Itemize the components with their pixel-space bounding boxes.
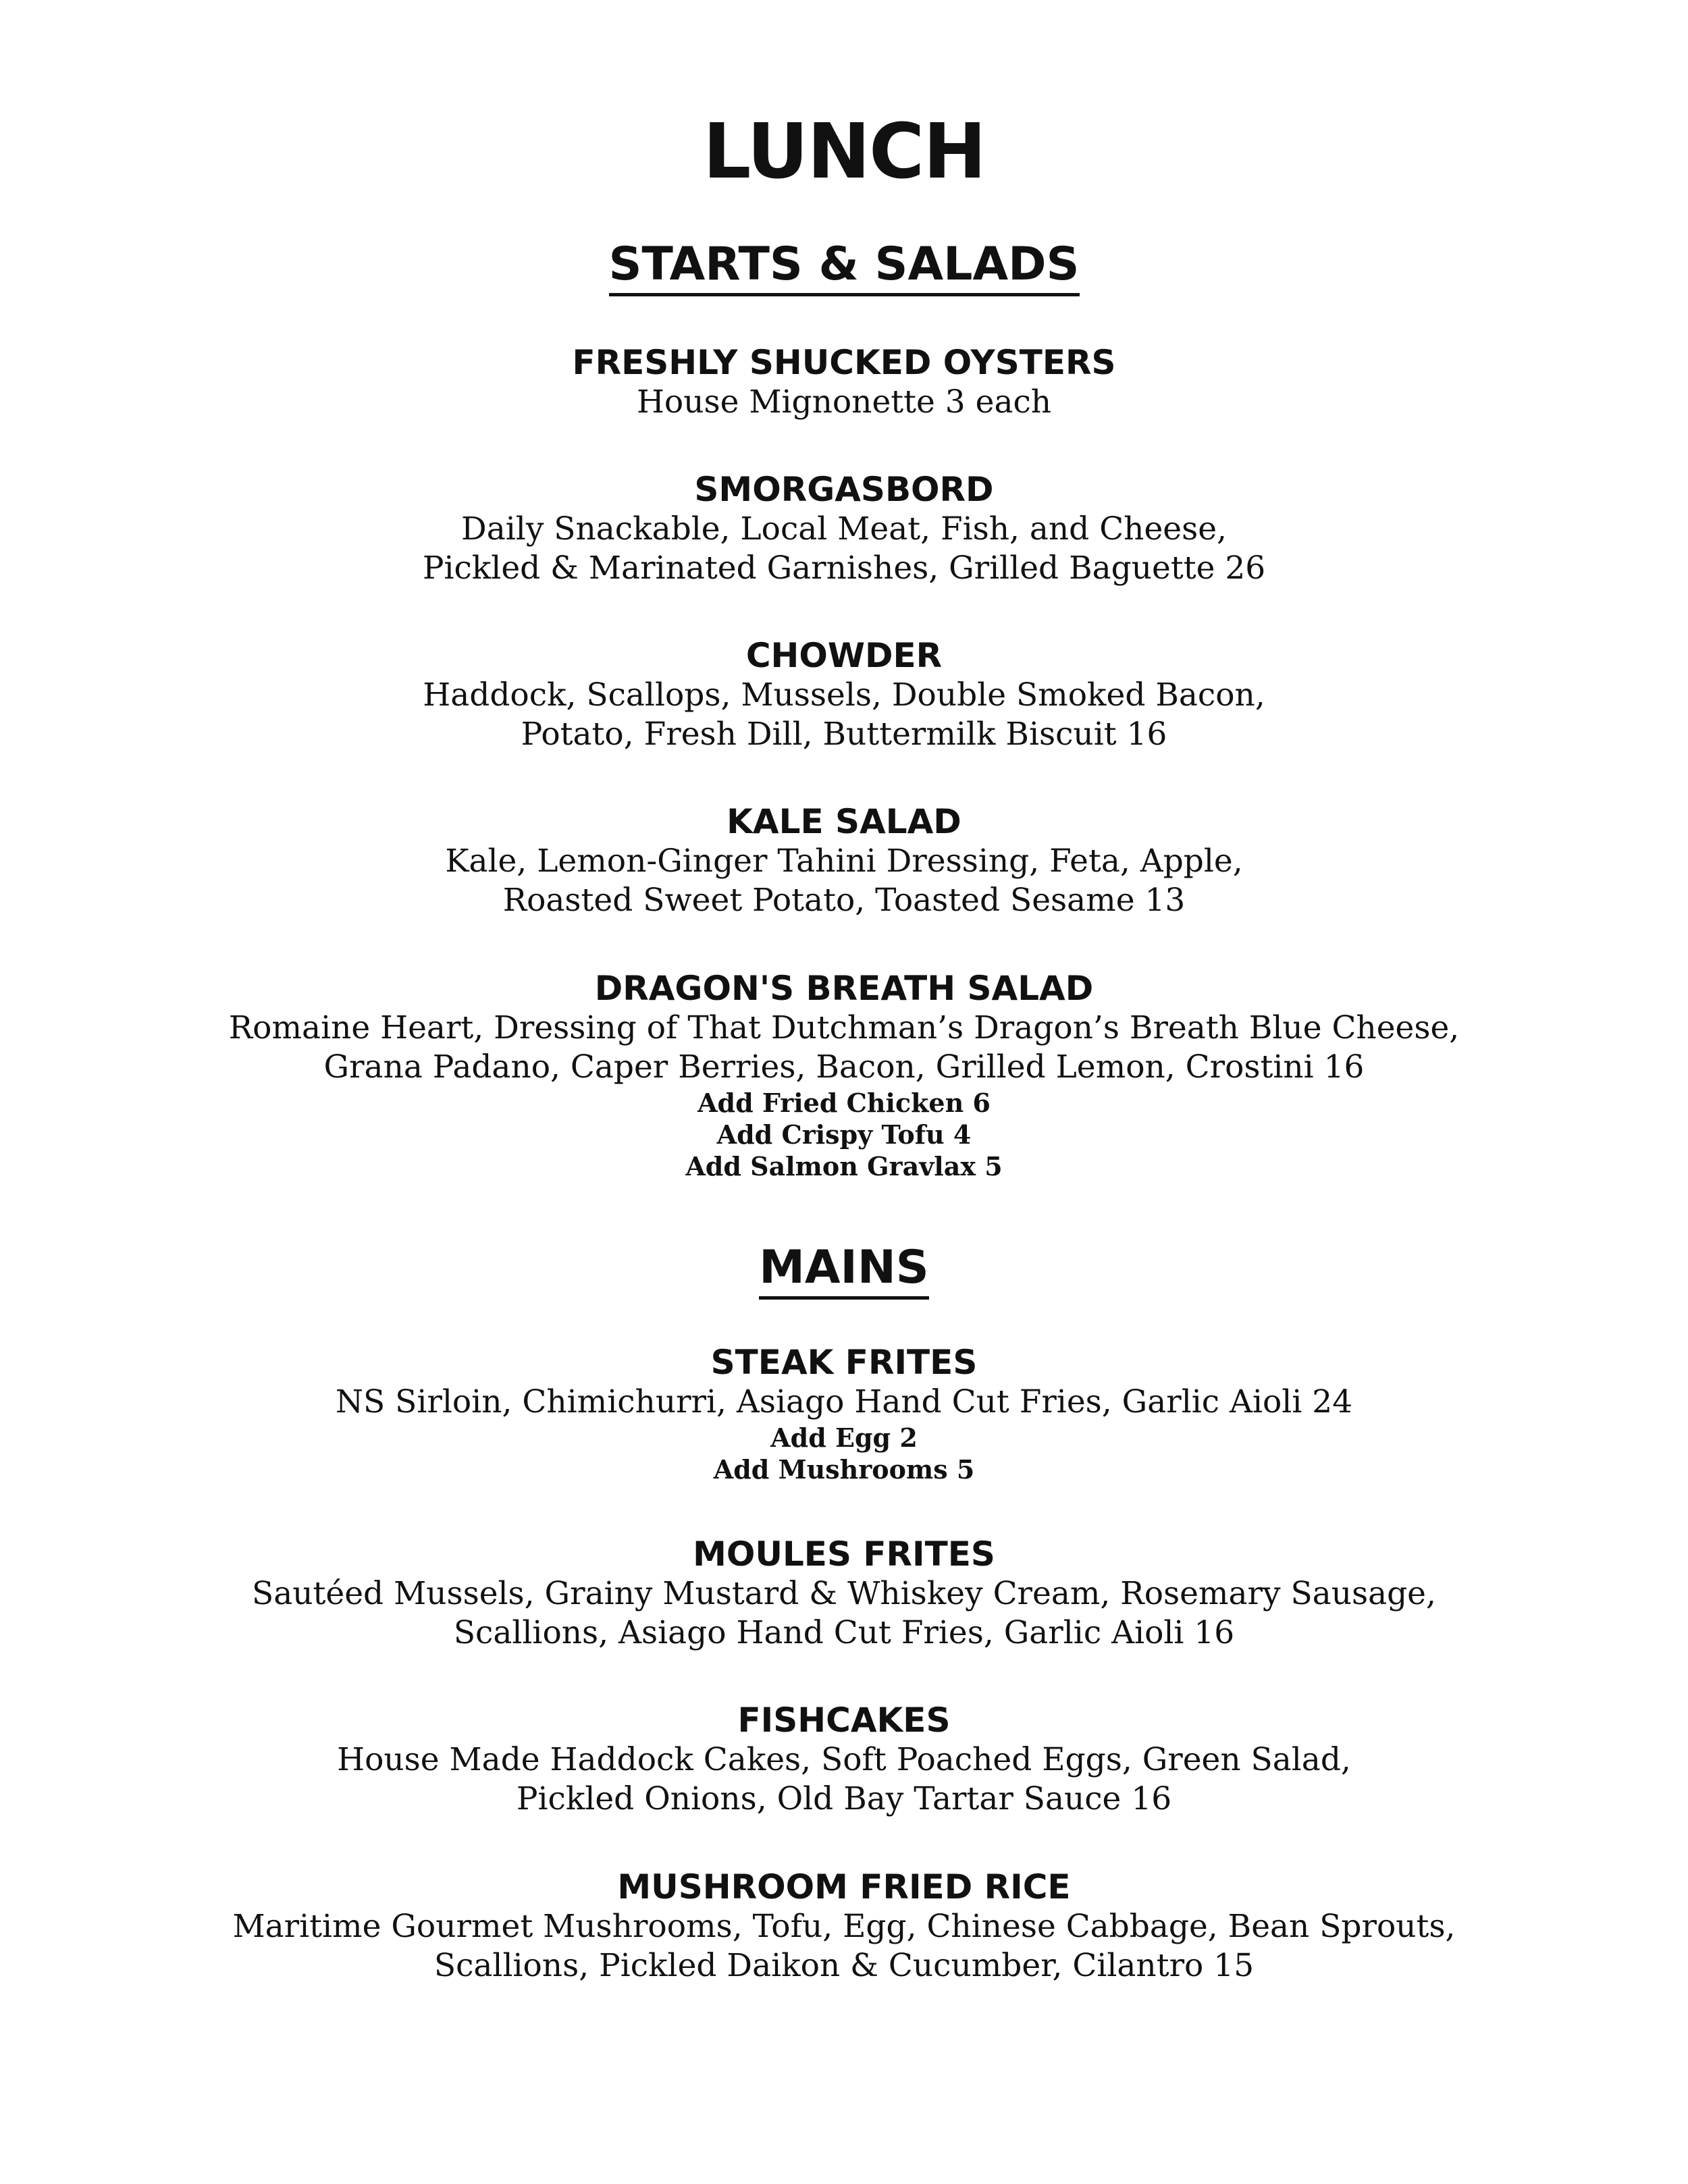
item-addon: Add Crispy Tofu 4 bbox=[716, 1119, 972, 1150]
menu-item-mushroom-fried-rice bbox=[0, 1867, 1688, 1986]
item-addon: Add Mushrooms 5 bbox=[713, 1454, 975, 1485]
item-name: DRAGON'S BREATH SALAD bbox=[594, 969, 1094, 1008]
item-name: SMORGASBORD bbox=[694, 470, 994, 509]
item-description: Potato, Fresh Dill, Buttermilk Biscuit 16 bbox=[521, 716, 1167, 753]
item-description: Sautéed Mussels, Grainy Mustard & Whiskey Cream, Rosemary Sausage, bbox=[252, 1575, 1436, 1612]
item-name: KALE SALAD bbox=[727, 802, 961, 841]
item-name: FRESHLY SHUCKED OYSTERS bbox=[572, 343, 1116, 382]
item-addon: Add Egg 2 bbox=[770, 1422, 918, 1453]
item-description: Haddock, Scallops, Mussels, Double Smoked Bacon, bbox=[423, 676, 1265, 714]
item-description: Pickled & Marinated Garnishes, Grilled Baguette 26 bbox=[422, 550, 1266, 587]
menu-item-kale-salad bbox=[0, 801, 1688, 920]
item-description: Pickled Onions, Old Bay Tartar Sauce 16 bbox=[516, 1780, 1172, 1817]
item-description: NS Sirloin, Chimichurri, Asiago Hand Cut Fries, Garlic Aioli 24 bbox=[335, 1383, 1353, 1420]
item-description: Scallions, Pickled Daikon & Cucumber, Cilantro 15 bbox=[433, 1947, 1255, 1984]
item-addon: Add Fried Chicken 6 bbox=[697, 1088, 991, 1118]
section-heading-starts-salads: STARTS & SALADS bbox=[0, 238, 1688, 296]
item-description: Grana Padano, Caper Berries, Bacon, Grilled Lemon, Crostini 16 bbox=[323, 1048, 1365, 1086]
item-description: House Made Haddock Cakes, Soft Poached Eggs, Green Salad, bbox=[337, 1741, 1351, 1778]
menu-item-steak-frites bbox=[0, 1342, 1688, 1485]
item-name: CHOWDER bbox=[745, 636, 943, 675]
menu-item-fishcakes bbox=[0, 1700, 1688, 1819]
menu-item-oysters bbox=[0, 342, 1688, 422]
item-name: MOULES FRITES bbox=[693, 1535, 995, 1574]
item-description: House Mignonette 3 each bbox=[636, 383, 1052, 421]
item-description: Scallions, Asiago Hand Cut Fries, Garlic Aioli 16 bbox=[453, 1614, 1235, 1651]
menu-item-smorgasbord bbox=[0, 469, 1688, 588]
item-description: Maritime Gourmet Mushrooms, Tofu, Egg, Chinese Cabbage, Bean Sprouts, bbox=[232, 1908, 1456, 1945]
item-description: Daily Snackable, Local Meat, Fish, and Cheese, bbox=[461, 510, 1227, 548]
item-description: Kale, Lemon-Ginger Tahini Dressing, Feta, Apple, bbox=[445, 843, 1243, 880]
item-name: MUSHROOM FRIED RICE bbox=[617, 1867, 1071, 1907]
menu-item-chowder bbox=[0, 635, 1688, 754]
menu-item-dragons-breath-salad bbox=[0, 968, 1688, 1182]
item-name: FISHCAKES bbox=[737, 1701, 951, 1740]
menu-title: LUNCH bbox=[703, 108, 985, 196]
item-description: Roasted Sweet Potato, Toasted Sesame 13 bbox=[502, 882, 1186, 919]
item-addon: Add Salmon Gravlax 5 bbox=[685, 1151, 1003, 1181]
menu-item-moules-frites bbox=[0, 1534, 1688, 1653]
item-description: Romaine Heart, Dressing of That Dutchman’s Dragon’s Breath Blue Cheese, bbox=[228, 1009, 1460, 1046]
item-name: STEAK FRITES bbox=[710, 1343, 978, 1382]
section-heading-mains: MAINS bbox=[0, 1241, 1688, 1300]
